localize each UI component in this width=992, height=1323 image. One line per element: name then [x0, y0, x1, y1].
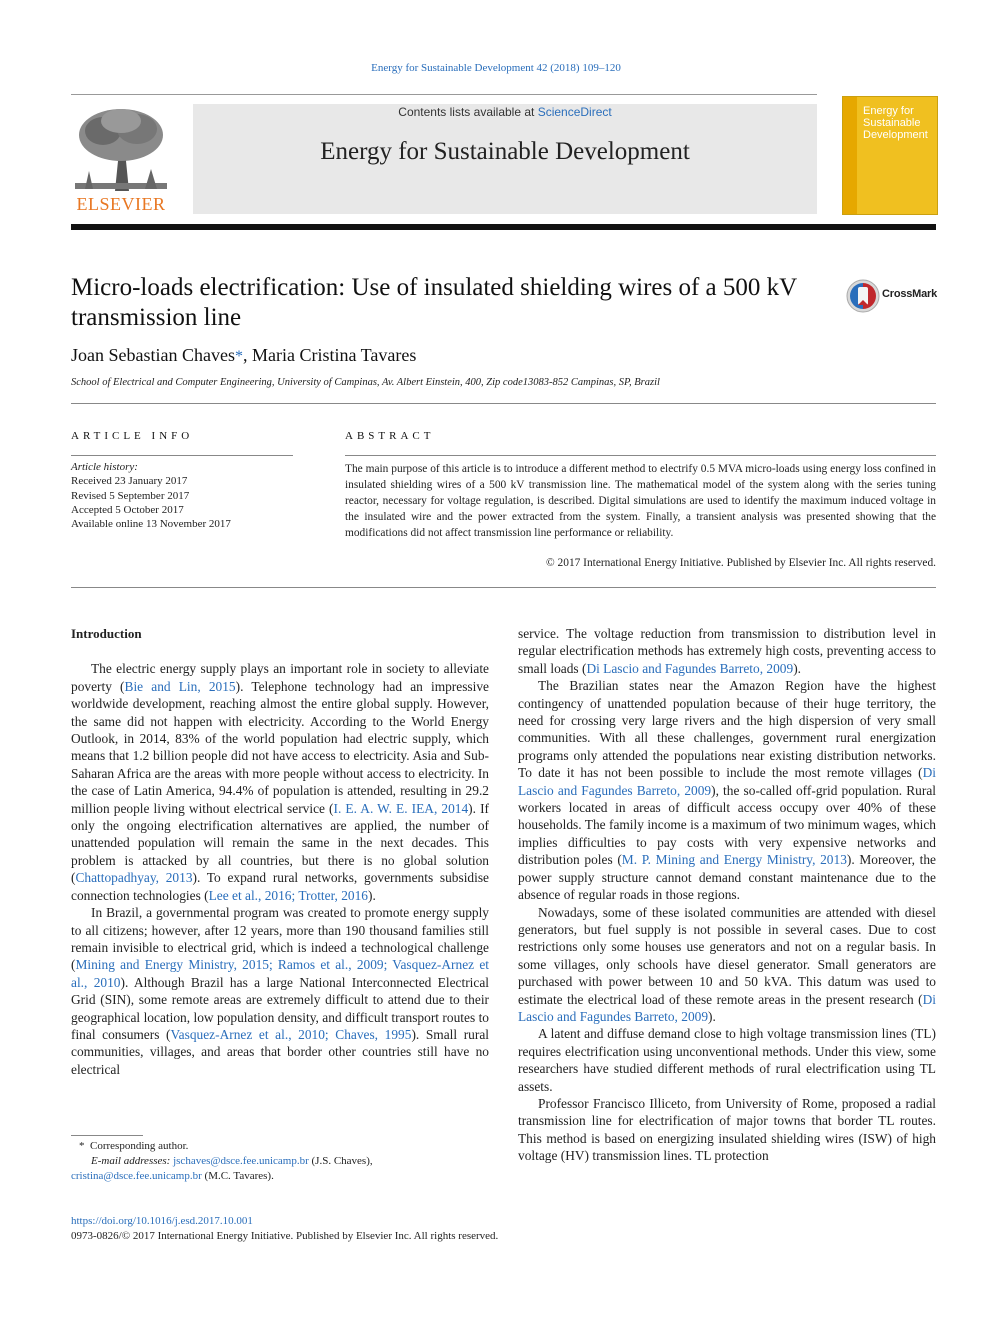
- article-title: Micro-loads electrification: Use of insulated shielding wires of a 500 kV transmission line: [71, 274, 797, 331]
- email-link[interactable]: jschaves@dsce.fee.unicamp.br: [173, 1155, 309, 1167]
- citation-link[interactable]: Di Lascio and Fagundes Barreto, 2009: [518, 991, 936, 1024]
- paragraph: The Brazilian states near the Amazon Region have the highest contingency of unattended population because of their huge territory, the need for crossing very large rivers and the high dispersion of very small communities. With all these challenges, government rural energization programs only attended the populations near existing distribution networks. To date it has not been possible to include the most remote villages (Di Lascio and Fagundes Barreto, 2009), the so-called off-grid population. Rural workers located in areas of difficult access occupy over 40% of these households. The family income is a maximum of two minimum wages, which implies difficulties to pay costs with very expensive networks and distribution poles (M. P. Mining and Energy Ministry, 2013). Moreover, the power supply structure cannot demand constant maintenance due to the absence of regular roads in those regions.: [518, 678, 936, 903]
- body-column-left: [71, 625, 489, 1078]
- abstract-copyright: © 2017 International Energy Initiative. Published by Elsevier Inc. All rights reserved.: [546, 557, 936, 569]
- author-name[interactable]: Maria Cristina Tavares: [251, 345, 417, 365]
- accepted-date: Accepted 5 October 2017: [71, 503, 184, 516]
- cover-strip: [843, 97, 857, 214]
- contents-prefix: Contents lists available at: [398, 105, 538, 119]
- citation-link[interactable]: Bie and Lin, 2015: [124, 678, 236, 694]
- abstract-heading: ABSTRACT: [345, 430, 435, 442]
- crossmark-label: CrossMark: [882, 288, 938, 300]
- abstract-rule: [345, 455, 936, 456]
- issn-copyright: 0973-0826/© 2017 International Energy Initiative. Published by Elsevier Inc. All rights reserved.: [71, 1230, 499, 1242]
- affiliation: School of Electrical and Computer Engineering, University of Campinas, Av. Albert Einstein, 400, Zip code13083-852 Campinas, SP, Brazil: [71, 377, 660, 388]
- citation-link[interactable]: I. E. A. W. E. IEA, 2014: [333, 800, 469, 816]
- paragraph: Nowadays, some of these isolated communities are attended with diesel generators, but fuel supply is not possible in several cases. Due to cost restrictions only some houses use generators and not on a regular basis. In some villages, only schools have diesel generator. Small generators are purchased with power between 10 and 50 kVA. This datum was used to estimate the electrical load of these remote areas in the present research (Di Lascio and Fagundes Barreto, 2009).: [518, 904, 936, 1024]
- citation-link[interactable]: Lee et al., 2016; Trotter, 2016: [208, 887, 368, 903]
- footnote-rule: [71, 1135, 143, 1136]
- corresponding-author-note: * Corresponding author.: [79, 1140, 189, 1152]
- section-heading-introduction: Introduction: [71, 626, 142, 641]
- received-date: Received 23 January 2017: [71, 475, 188, 488]
- sciencedirect-link[interactable]: ScienceDirect: [537, 105, 612, 119]
- citation-link[interactable]: Di Lascio and Fagundes Barreto, 2009: [586, 660, 794, 676]
- email-line: cristina@dsce.fee.unicamp.br (M.C. Tavares).: [71, 1170, 274, 1182]
- history-label: Article history:: [71, 461, 138, 473]
- abstract-text: The main purpose of this article is to introduce a different method to electrify 0.5 MVA micro-loads using energy loss confined in insulated shielding wires of a 500 kV transmission line. The mathematical model of the system along with the series tuning reactor, necessary for voltage regulation, is described. Digital simulations are used to identify the maximum induced voltage in the insulated wire and the power extracted from the system. Finally, a transient analysis was presented showing that the modifications did not affect transmission line performance or reliability.: [345, 463, 936, 539]
- citation-link[interactable]: M. P. Mining and Energy Ministry, 2013: [621, 852, 847, 868]
- online-date: Available online 13 November 2017: [71, 518, 231, 531]
- abstract-bottom-rule: [71, 587, 936, 588]
- journal-title[interactable]: Energy for Sustainable Development: [320, 138, 690, 165]
- article-history: [71, 460, 231, 531]
- email-line: E-mail addresses: jschaves@dsce.fee.unicamp.br (J.S. Chaves),: [91, 1155, 373, 1167]
- citation-link[interactable]: Vasquez-Arnez et al., 2010; Chaves, 1995: [170, 1026, 412, 1042]
- crossmark-icon: [846, 279, 880, 313]
- email-link[interactable]: cristina@dsce.fee.unicamp.br: [71, 1170, 202, 1182]
- paragraph: Professor Francisco Illiceto, from University of Rome, proposed a radial transmission line for electrification of major towns that border TL routes. This method is based on energizing insulated shielding wires (ISW) of high voltage (HV) transmission lines. TL protection: [518, 1095, 936, 1164]
- footer: [71, 1214, 498, 1244]
- author-separator: ,: [242, 345, 252, 365]
- citation-link[interactable]: Di Lascio and Fagundes Barreto, 2009: [518, 765, 936, 798]
- journal-cover-thumbnail[interactable]: [842, 96, 938, 215]
- header-top-rule: [71, 94, 817, 95]
- article-info-rule: [71, 455, 293, 456]
- header-thick-rule: [71, 224, 936, 230]
- paragraph: A latent and diffuse demand close to high voltage transmission lines (TL) requires electrification using unconventional methods. Under this view, some researchers have studied different methods of rural electrification using TL assets.: [518, 1026, 936, 1094]
- footnote: [71, 1139, 373, 1184]
- journal-reference-link[interactable]: Energy for Sustainable Development 42 (2018) 109–120: [371, 62, 621, 74]
- elsevier-logo[interactable]: [71, 103, 171, 215]
- paragraph: service. The voltage reduction from transmission to distribution level in regular electrification methods has extremely high costs, preventing access to small loads (Di Lascio and Fagundes Barreto, 2009).: [518, 626, 936, 676]
- corresponding-author-marker[interactable]: *: [234, 348, 243, 365]
- crossmark-button[interactable]: [846, 279, 941, 313]
- body-column-right: [518, 625, 936, 1165]
- paragraph: The electric energy supply plays an important role in society to alleviate poverty (Bie and Lin, 2015). Telephone technology had an impressive worldwide development, reaching almost the entire global supply. However, the same did not happen with electricity. According to the World Energy Outlook, in 2014, 83% of the world population had electric supply, which means that 1.2 billion people did not have access to electricity. Asia and Sub-Saharan Africa are the areas with more people without access to electricity. In the case of Latin America, 94.4% of population is attended, resulting in 29.2 million people living without electrical service (I. E. A. W. E. IEA, 2014). If only the ongoing electrification alternatives are applied, the number of unattended population will remain the same in the next decades. This problem is attacked by all countries, but there is no global solution (Chattopadhyay, 2013). To expand rural networks, governments subsidise connection technologies (Lee et al., 2016; Trotter, 2016).: [71, 661, 489, 903]
- author-list: [71, 345, 416, 366]
- article-info-heading: ARTICLE INFO: [71, 430, 194, 442]
- elsevier-wordmark: ELSEVIER: [76, 194, 166, 214]
- revised-date: Revised 5 September 2017: [71, 489, 190, 502]
- paragraph: In Brazil, a governmental program was created to promote energy supply to all citizens; however, after 12 years, more than 190 thousand families still remain invisible to electrical grid, which is indeed a technological challenge (Mining and Energy Ministry, 2015; Ramos et al., 2009; Vasquez-Arnez et al., 2010). Although Brazil has a large National Interconnected Electrical Grid (SIN), some remote areas are extremely difficult to attend due to their geographical location, low population density, and difficult transport routes to final consumers (Vasquez-Arnez et al., 2010; Chaves, 1995). Small rural communities, villages, and areas that border other countries still have no electrical: [71, 905, 489, 1077]
- author-name[interactable]: Joan Sebastian Chaves: [71, 345, 235, 365]
- citation-link[interactable]: Mining and Energy Ministry, 2015; Ramos et al., 2009; Vasquez-Arnez et al., 2010: [71, 957, 489, 990]
- citation-link[interactable]: Chattopadhyay, 2013: [75, 870, 193, 886]
- doi-link[interactable]: https://doi.org/10.1016/j.esd.2017.10.001: [71, 1215, 253, 1227]
- contents-line: [193, 105, 817, 119]
- cover-title: Energy for Sustainable Development: [863, 105, 928, 141]
- affiliation-rule: [71, 403, 936, 404]
